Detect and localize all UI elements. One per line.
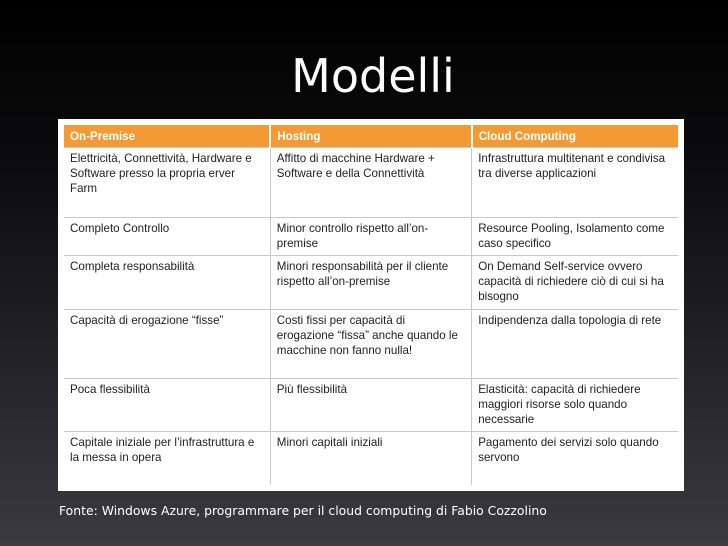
header-on-premise: On-Premise <box>64 125 270 148</box>
cell-hosting: Costi fissi per capacità di erogazione “fissa” anche quando le macchine non fanno nulla! <box>270 309 471 378</box>
cell-cloud-computing: Resource Pooling, Isolamento come caso specifico <box>472 218 678 256</box>
slide-title: Modelli <box>291 49 455 103</box>
table-row <box>64 379 678 432</box>
cell-cloud-computing: On Demand Self-service ovvero capacità di richiedere ciò di cui si ha bisogno <box>472 256 678 309</box>
source-caption: Fonte: Windows Azure, programmare per il cloud computing di Fabio Cozzolino <box>59 503 547 518</box>
table-row <box>64 218 678 256</box>
header-cloud-computing: Cloud Computing <box>472 125 678 148</box>
table-row <box>64 432 678 485</box>
table-header-row <box>64 125 678 148</box>
table-row <box>64 309 678 378</box>
table-row <box>64 148 678 218</box>
cell-hosting: Affitto di macchine Hardware + Software e della Connettività <box>270 148 471 218</box>
comparison-table <box>64 125 678 485</box>
cell-hosting: Minori responsabilità per il cliente rispetto all’on-premise <box>270 256 471 309</box>
comparison-table-frame <box>58 119 684 491</box>
header-hosting: Hosting <box>270 125 471 148</box>
cell-on-premise: Capitale iniziale per l’infrastruttura e la messa in opera <box>64 432 270 485</box>
cell-on-premise: Poca flessibilità <box>64 379 270 432</box>
cell-cloud-computing: Infrastruttura multitenant e condivisa tra diverse applicazioni <box>472 148 678 218</box>
cell-on-premise: Capacità di erogazione “fisse” <box>64 309 270 378</box>
cell-cloud-computing: Indipendenza dalla topologia di rete <box>472 309 678 378</box>
cell-cloud-computing: Elasticità: capacità di richiedere maggiori risorse solo quando necessarie <box>472 379 678 432</box>
cell-on-premise: Elettricità, Connettività, Hardware e Software presso la propria erver Farm <box>64 148 270 218</box>
cell-hosting: Minor controllo rispetto all’on-premise <box>270 218 471 256</box>
cell-cloud-computing: Pagamento dei servizi solo quando servono <box>472 432 678 485</box>
cell-on-premise: Completo Controllo <box>64 218 270 256</box>
cell-hosting: Più flessibilità <box>270 379 471 432</box>
cell-on-premise: Completa responsabilità <box>64 256 270 309</box>
table-row <box>64 256 678 309</box>
cell-hosting: Minori capitali iniziali <box>270 432 471 485</box>
